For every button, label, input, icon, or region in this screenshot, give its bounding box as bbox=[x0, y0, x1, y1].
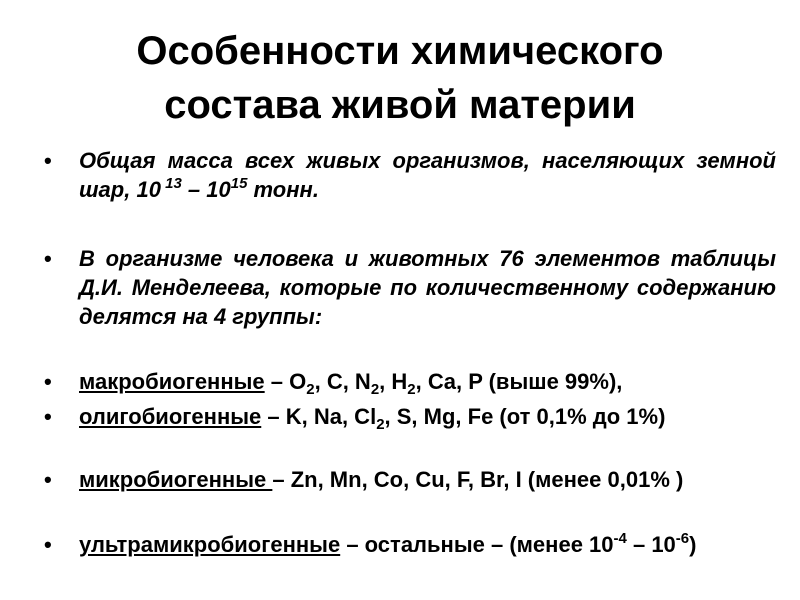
bullet-icon: • bbox=[44, 532, 52, 557]
title-line-1: Особенности химического bbox=[136, 29, 664, 73]
group-text: ) bbox=[689, 532, 697, 557]
oligo-paragraph bbox=[79, 402, 776, 431]
biomass-text: – 10 bbox=[181, 177, 231, 202]
bullet-icon: • bbox=[44, 369, 52, 394]
biomass-text: Общая масса всех живых организмов, населяющих земной шар, 10 bbox=[79, 148, 776, 202]
group-text: – Zn, Mn, Co, Cu, F, Br, I (менее 0,01% ) bbox=[272, 467, 684, 492]
group-term: макробиогенные bbox=[79, 369, 265, 394]
bullet-icon: • bbox=[44, 404, 52, 429]
bullet-icon: • bbox=[44, 467, 52, 492]
group-text: , Ca, P (выше 99%), bbox=[415, 369, 623, 394]
biomass-text: тонн. bbox=[247, 177, 319, 202]
bullet-icon: • bbox=[44, 148, 52, 173]
group-text: – O bbox=[264, 369, 307, 394]
group-text: , C, N bbox=[314, 369, 371, 394]
subscript: 2 bbox=[306, 381, 315, 398]
exponent: 13 bbox=[160, 175, 182, 192]
group-term: олигобиогенные bbox=[79, 404, 262, 429]
biomass-paragraph bbox=[79, 146, 776, 204]
title-line-2: состава живой материи bbox=[164, 83, 636, 127]
macro-paragraph bbox=[79, 367, 776, 396]
exponent: -4 bbox=[613, 530, 627, 547]
slide-title bbox=[0, 24, 800, 132]
group-text: , H bbox=[379, 369, 408, 394]
subscript: 2 bbox=[407, 381, 416, 398]
micro-paragraph bbox=[79, 465, 776, 494]
exponent: -6 bbox=[675, 530, 690, 547]
subscript: 2 bbox=[370, 381, 380, 398]
subscript: 2 bbox=[376, 416, 385, 433]
group-term: микробиогенные bbox=[79, 467, 273, 492]
group-text: – остальные – (менее 10 bbox=[340, 532, 614, 557]
bullet-icon: • bbox=[44, 246, 52, 271]
group-text: – 10 bbox=[626, 532, 676, 557]
group-text: – K, Na, Cl bbox=[261, 404, 377, 429]
ultramicro-paragraph bbox=[79, 530, 776, 559]
exponent: 15 bbox=[230, 175, 248, 192]
group-term: ультрамикробиогенные bbox=[79, 532, 341, 557]
group-text: , S, Mg, Fe (от 0,1% до 1%) bbox=[384, 404, 666, 429]
elements-paragraph: В организме человека и животных 76 элементов таблицы Д.И. Менделеева, которые по количественному содержанию делятся на 4 группы: bbox=[79, 246, 776, 329]
